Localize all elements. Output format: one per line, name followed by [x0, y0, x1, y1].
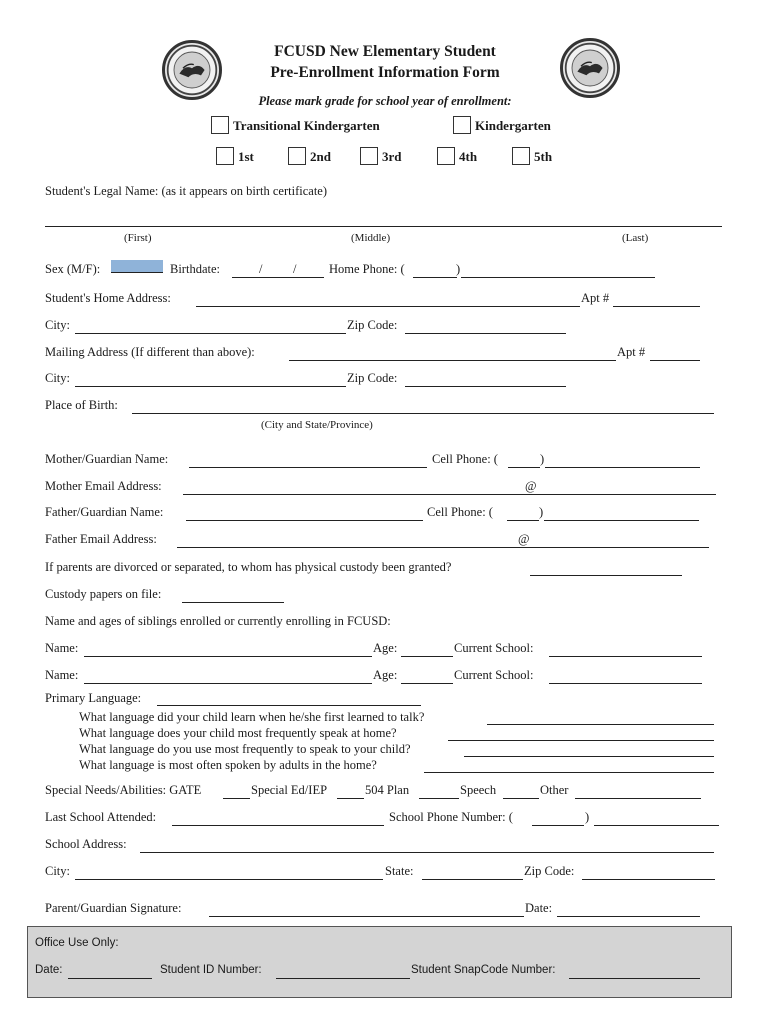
language-answer-1[interactable] — [487, 724, 714, 725]
school-city-field[interactable] — [75, 879, 383, 880]
last-school-label: Last School Attended: — [45, 810, 157, 824]
mother-cell-label: Cell Phone: ( — [432, 452, 498, 466]
gate-field[interactable] — [223, 798, 250, 799]
plan-504-label: 504 Plan — [365, 783, 410, 797]
school-city-label: City: — [45, 864, 71, 878]
sibling-name-label: Name: — [45, 641, 79, 655]
language-question-4: What language is most often spoken by adults in the home? — [79, 758, 377, 772]
sex-label: Sex (M/F): — [45, 262, 101, 276]
primary-language-field[interactable] — [157, 705, 421, 706]
father-cell-area-field[interactable] — [507, 520, 539, 521]
language-answer-4[interactable] — [424, 772, 714, 773]
custody-question: If parents are divorced or separated, to whom has physical custody been granted? — [45, 560, 452, 574]
grade-checkbox[interactable] — [453, 116, 471, 134]
form-title-line1: FCUSD New Elementary Student — [274, 43, 496, 60]
school-phone-area-field[interactable] — [532, 825, 584, 826]
home-address-field[interactable] — [196, 306, 580, 307]
school-address-field[interactable] — [140, 852, 714, 853]
special-needs-label: Special Needs/Abilities: GATE — [45, 783, 202, 797]
school-phone-field[interactable] — [594, 825, 719, 826]
grade-checkbox[interactable] — [512, 147, 530, 165]
grade-checkbox[interactable] — [216, 147, 234, 165]
sibling-age-field[interactable] — [401, 683, 453, 684]
middle-name-caption: (Middle) — [351, 232, 391, 244]
language-answer-3[interactable] — [464, 756, 714, 757]
mailing-apt-label: Apt # — [617, 345, 646, 359]
school-zip-field[interactable] — [582, 879, 715, 880]
custody-papers-field[interactable] — [182, 602, 284, 603]
office-date-field[interactable] — [68, 978, 152, 979]
mother-email-at: @ — [525, 479, 537, 493]
school-state-field[interactable] — [422, 879, 523, 880]
grade-option-3rd[interactable] — [360, 147, 402, 165]
grade-label: Kindergarten — [475, 118, 551, 133]
birthdate-label: Birthdate: — [170, 262, 220, 276]
home-phone-close-paren: ) — [456, 262, 461, 276]
grade-option-5th[interactable] — [512, 147, 552, 165]
signature-field[interactable] — [209, 916, 524, 917]
snapcode-field[interactable] — [569, 978, 700, 979]
grade-instruction: Please mark grade for school year of enrollment: — [258, 94, 512, 108]
form-title-line2: Pre-Enrollment Information Form — [270, 64, 500, 81]
father-name-label: Father/Guardian Name: — [45, 505, 164, 519]
father-cell-label: Cell Phone: ( — [427, 505, 493, 519]
special-ed-field[interactable] — [337, 798, 364, 799]
father-name-field[interactable] — [186, 520, 423, 521]
birthplace-label: Place of Birth: — [45, 398, 118, 412]
mother-cell-close-paren: ) — [540, 452, 545, 466]
birthdate-separator: / — [259, 262, 263, 276]
mailing-address-label: Mailing Address (If different than above): — [45, 345, 255, 359]
grade-label: 3rd — [382, 149, 402, 164]
school-state-label: State: — [385, 864, 414, 878]
language-answer-2[interactable] — [448, 740, 714, 741]
mother-email-label: Mother Email Address: — [45, 479, 162, 493]
language-question-3: What language do you use most frequently to speak to your child? — [79, 742, 411, 756]
school-phone-close-paren: ) — [585, 810, 590, 824]
student-id-label: Student ID Number: — [160, 964, 262, 976]
mother-name-field[interactable] — [189, 467, 427, 468]
zip-field[interactable] — [405, 333, 566, 334]
home-phone-field[interactable] — [461, 277, 655, 278]
sibling-age-label: Age: — [373, 668, 398, 682]
other-field[interactable] — [575, 798, 701, 799]
city-label: City: — [45, 318, 71, 332]
grade-option-2nd[interactable] — [288, 147, 331, 165]
grade-label: 4th — [459, 149, 478, 164]
siblings-heading: Name and ages of siblings enrolled or currently enrolling in FCUSD: — [45, 614, 391, 628]
mother-email-field[interactable] — [183, 494, 716, 495]
home-apt-field[interactable] — [613, 306, 700, 307]
sibling-name-field[interactable] — [84, 656, 372, 657]
grade-label: 5th — [534, 149, 553, 164]
grade-checkbox[interactable] — [437, 147, 455, 165]
office-date-label: Date: — [35, 964, 63, 976]
mother-cell-area-field[interactable] — [508, 467, 540, 468]
home-address-label: Student's Home Address: — [45, 291, 171, 305]
grade-checkbox[interactable] — [360, 147, 378, 165]
speech-field[interactable] — [503, 798, 539, 799]
mailing-apt-field[interactable] — [650, 360, 700, 361]
sibling-name-label: Name: — [45, 668, 79, 682]
birthdate-field[interactable] — [232, 277, 324, 278]
zip-label: Zip Code: — [347, 318, 398, 332]
mailing-address-field[interactable] — [289, 360, 616, 361]
other-label: Other — [540, 783, 569, 797]
sex-field[interactable] — [111, 260, 163, 273]
grade-label: 2nd — [310, 149, 331, 164]
birthplace-field[interactable] — [132, 413, 714, 414]
birthplace-caption: (City and State/Province) — [261, 419, 373, 431]
signature-date-field[interactable] — [557, 916, 700, 917]
language-question-1: What language did your child learn when he/she first learned to talk? — [79, 710, 425, 724]
mailing-zip-label: Zip Code: — [347, 371, 398, 385]
plan-504-field[interactable] — [419, 798, 459, 799]
snapcode-label: Student SnapCode Number: — [411, 964, 556, 976]
home-apt-label: Apt # — [581, 291, 610, 305]
grade-label: Transitional Kindergarten — [233, 118, 380, 133]
mailing-city-label: City: — [45, 371, 71, 385]
sibling-school-label: Current School: — [454, 668, 534, 682]
speech-label: Speech — [460, 783, 497, 797]
grade-option-4th[interactable] — [437, 147, 477, 165]
school-zip-label: Zip Code: — [524, 864, 575, 878]
grade-checkbox[interactable] — [288, 147, 306, 165]
office-use-heading: Office Use Only: — [35, 937, 119, 949]
sibling-school-label: Current School: — [454, 641, 534, 655]
grade-checkbox[interactable] — [211, 116, 229, 134]
father-email-at: @ — [518, 532, 530, 546]
grade-label: 1st — [238, 149, 254, 164]
grade-option-transitional-k[interactable] — [211, 116, 380, 134]
last-name-caption: (Last) — [622, 232, 649, 244]
sibling-name-field[interactable] — [84, 683, 372, 684]
father-email-field[interactable] — [177, 547, 709, 548]
signature-date-label: Date: — [525, 901, 553, 915]
legal-name-label: Student's Legal Name: (as it appears on birth certificate) — [45, 184, 328, 198]
special-ed-label: Special Ed/IEP — [251, 783, 328, 797]
father-cell-field[interactable] — [544, 520, 699, 521]
father-email-label: Father Email Address: — [45, 532, 157, 546]
grade-option-1st[interactable] — [216, 147, 254, 165]
language-question-2: What language does your child most frequently speak at home? — [79, 726, 397, 740]
signature-label: Parent/Guardian Signature: — [45, 901, 182, 915]
first-name-caption: (First) — [124, 232, 152, 244]
school-phone-label: School Phone Number: ( — [389, 810, 513, 824]
sibling-age-field[interactable] — [401, 656, 453, 657]
home-phone-label: Home Phone: ( — [329, 262, 405, 276]
last-school-field[interactable] — [172, 825, 384, 826]
custody-field[interactable] — [530, 575, 682, 576]
birthdate-separator: / — [293, 262, 297, 276]
grade-option-kindergarten[interactable] — [453, 116, 551, 134]
school-address-label: School Address: — [45, 837, 127, 851]
office-use-panel — [27, 926, 732, 998]
sibling-school-field[interactable] — [549, 683, 702, 684]
sibling-age-label: Age: — [373, 641, 398, 655]
mailing-city-field[interactable] — [75, 386, 346, 387]
father-cell-close-paren: ) — [539, 505, 544, 519]
sibling-school-field[interactable] — [549, 656, 702, 657]
primary-language-label: Primary Language: — [45, 691, 142, 705]
student-id-field[interactable] — [276, 978, 410, 979]
mother-name-label: Mother/Guardian Name: — [45, 452, 169, 466]
legal-name-field[interactable] — [45, 226, 722, 227]
custody-papers-label: Custody papers on file: — [45, 587, 162, 601]
home-phone-area-field[interactable] — [413, 277, 457, 278]
city-field[interactable] — [75, 333, 346, 334]
mother-cell-field[interactable] — [545, 467, 700, 468]
mailing-zip-field[interactable] — [405, 386, 566, 387]
